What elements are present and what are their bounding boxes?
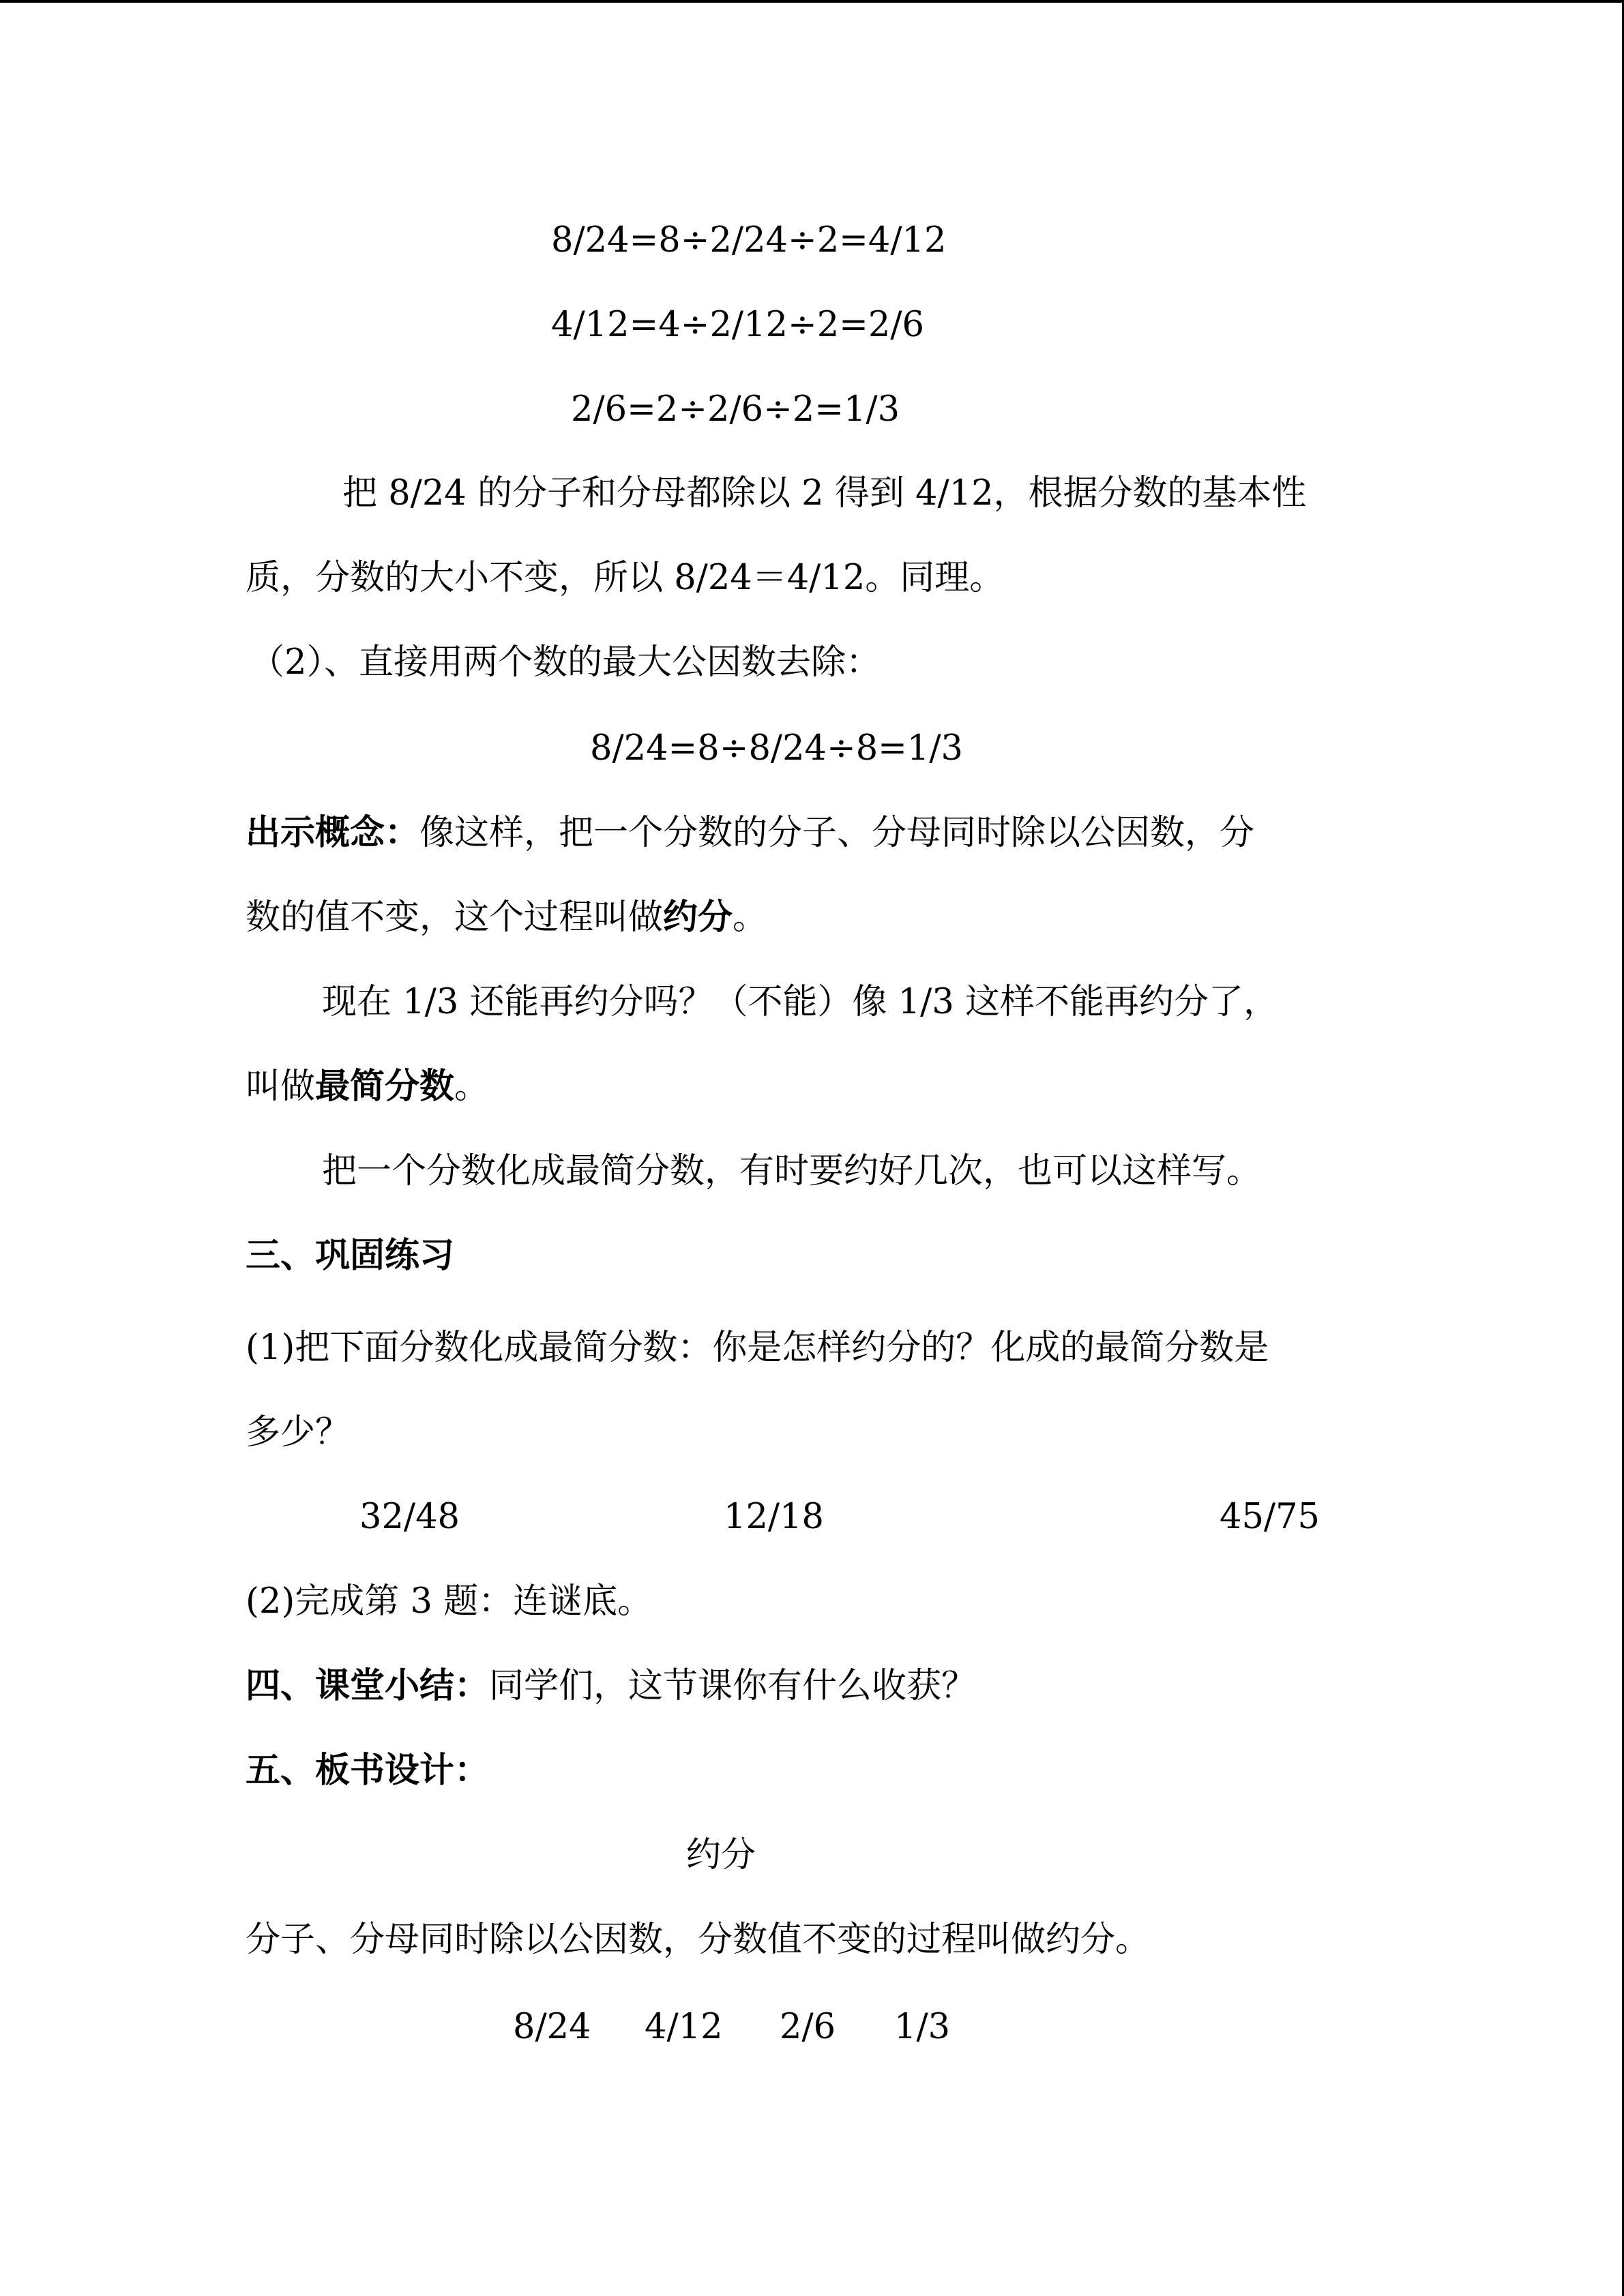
section-4-line — [246, 1665, 976, 1708]
section-4-text: 同学们，这节课你有什么收获？ — [489, 1666, 977, 1706]
fraction-item: 12/18 — [724, 1497, 824, 1537]
exercise-2: (2)完成第 3 题：连谜底。 — [246, 1581, 653, 1622]
section-3-heading: 三、巩固练习 — [246, 1236, 455, 1276]
concept-line-2 — [246, 897, 767, 939]
equation-line-4: 8/24=8÷8/24÷8=1/3 — [590, 728, 963, 769]
board-title: 约分 — [686, 1835, 756, 1875]
simplest-end: 。 — [454, 1067, 490, 1107]
method-2-heading: （2）、直接用两个数的最大公因数去除： — [250, 642, 881, 683]
fraction-item: 45/75 — [1220, 1497, 1320, 1537]
exercise-1-line-1: (1)把下面分数化成最简分数：你是怎样约分的？化成的最简分数是 — [246, 1328, 1269, 1368]
concept-term: 约分 — [663, 897, 733, 938]
equation-line-3: 2/6=2÷2/6÷2=1/3 — [571, 389, 900, 430]
explanation-line-1: 把 8/24 的分子和分母都除以 2 得到 4/12，根据分数的基本性 — [342, 473, 1307, 513]
simplest-line-1: 现在 1/3 还能再约分吗？（不能）像 1/3 这样不能再约分了， — [322, 982, 1279, 1022]
concept-text-1: 像这样，把一个分数的分子、分母同时除以公因数，分 — [419, 813, 1255, 853]
simplest-prefix: 叫做 — [246, 1067, 316, 1107]
simplest-line-2 — [246, 1066, 489, 1108]
concept-line-1 — [246, 812, 1254, 854]
section-4-heading: 四、课堂小结： — [246, 1666, 490, 1706]
explanation-line-2: 质，分数的大小不变，所以 8/24＝4/12。同理。 — [246, 558, 1005, 598]
concept-text-2: 数的值不变，这个过程叫做 — [246, 897, 664, 938]
equation-line-1: 8/24=8÷2/24÷2=4/12 — [551, 220, 947, 260]
board-chain-item: 4/12 — [645, 2007, 723, 2047]
concept-end: 。 — [733, 897, 768, 938]
board-chain-item: 8/24 — [513, 2007, 591, 2047]
section-5-heading: 五、板书设计： — [246, 1750, 490, 1791]
board-chain-item: 2/6 — [780, 2007, 836, 2047]
exercise-1-line-2: 多少？ — [246, 1412, 351, 1452]
several-times-paragraph: 把一个分数化成最简分数，有时要约好几次，也可以这样写。 — [322, 1151, 1262, 1191]
simplest-term: 最简分数 — [315, 1067, 455, 1107]
page-top-border — [0, 0, 1624, 3]
fraction-item: 32/48 — [359, 1497, 460, 1537]
board-chain-item: 1/3 — [894, 2007, 951, 2047]
board-definition: 分子、分母同时除以公因数，分数值不变的过程叫做约分。 — [246, 1920, 1151, 1960]
equation-line-2: 4/12=4÷2/12÷2=2/6 — [551, 305, 924, 345]
concept-label: 出示概念： — [246, 813, 420, 853]
